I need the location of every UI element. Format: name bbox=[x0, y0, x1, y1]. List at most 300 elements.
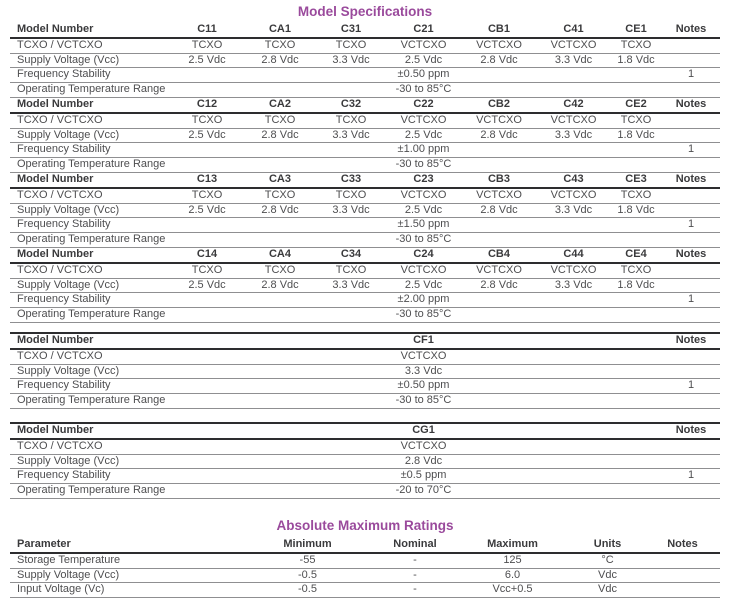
table-cell: 3.3 Vdc bbox=[316, 128, 386, 143]
table-cell: 3.3 Vdc bbox=[537, 128, 610, 143]
table-cell bbox=[662, 128, 720, 143]
table-cell: VCTCXO bbox=[461, 113, 537, 128]
table-cell bbox=[537, 379, 610, 394]
table-cell bbox=[170, 439, 244, 454]
table-cell: 1.8 Vdc bbox=[610, 53, 662, 68]
column-header: Notes bbox=[662, 97, 720, 112]
column-header: CB1 bbox=[461, 23, 537, 38]
table-cell: Supply Voltage (Vcc) bbox=[10, 203, 170, 218]
table-cell bbox=[244, 83, 316, 98]
table-row bbox=[10, 439, 720, 454]
table-cell bbox=[316, 68, 386, 83]
table-cell bbox=[610, 394, 662, 409]
table-cell bbox=[537, 364, 610, 379]
table-cell: TCXO bbox=[316, 188, 386, 203]
table-header-row bbox=[10, 247, 720, 262]
column-header: CE1 bbox=[610, 23, 662, 38]
table-cell: VCTCXO bbox=[537, 113, 610, 128]
table-cell bbox=[170, 394, 244, 409]
table-cell: VCTCXO bbox=[537, 263, 610, 278]
table-cell: 2.5 Vdc bbox=[170, 53, 244, 68]
table-cell bbox=[645, 583, 720, 598]
table-cell: Frequency Stability bbox=[10, 218, 170, 233]
table-header-row bbox=[10, 97, 720, 112]
table-row bbox=[10, 553, 720, 568]
table-cell bbox=[610, 143, 662, 158]
table-cell: Operating Temperature Range bbox=[10, 394, 170, 409]
table-cell bbox=[537, 293, 610, 308]
table-cell: Vcc+0.5 bbox=[455, 583, 570, 598]
column-header: C14 bbox=[170, 247, 244, 262]
table-cell: - bbox=[375, 568, 455, 583]
table-cell bbox=[170, 83, 244, 98]
table-cell bbox=[610, 349, 662, 364]
table-cell bbox=[610, 308, 662, 323]
column-header: Model Number bbox=[10, 23, 170, 38]
table-cell: 1 bbox=[662, 379, 720, 394]
column-header: C23 bbox=[386, 172, 461, 187]
column-header: C31 bbox=[316, 23, 386, 38]
table-cell bbox=[461, 68, 537, 83]
table-cell bbox=[316, 308, 386, 323]
table-cell: 2.8 Vdc bbox=[461, 278, 537, 293]
table-cell bbox=[662, 349, 720, 364]
column-header bbox=[170, 423, 244, 439]
table-cell: 3.3 Vdc bbox=[537, 203, 610, 218]
table-header-row bbox=[10, 172, 720, 187]
table-cell bbox=[170, 143, 244, 158]
column-header: Notes bbox=[662, 423, 720, 439]
column-header: Units bbox=[570, 538, 645, 553]
column-header bbox=[461, 333, 537, 349]
table-cell: ±1.50 ppm bbox=[386, 218, 461, 233]
table-cell: 3.3 Vdc bbox=[537, 278, 610, 293]
table-row bbox=[10, 38, 720, 53]
table-row bbox=[10, 218, 720, 233]
table-cell bbox=[170, 469, 244, 484]
table-cell: 2.5 Vdc bbox=[386, 203, 461, 218]
column-header: Maximum bbox=[455, 538, 570, 553]
column-header: C21 bbox=[386, 23, 461, 38]
table-cell: ±2.00 ppm bbox=[386, 293, 461, 308]
column-header: C24 bbox=[386, 247, 461, 262]
table-cell bbox=[461, 394, 537, 409]
table-cell bbox=[244, 158, 316, 173]
table-cell: TCXO bbox=[610, 38, 662, 53]
table-cell bbox=[170, 308, 244, 323]
table-row bbox=[10, 233, 720, 248]
table-cell: 3.3 Vdc bbox=[386, 364, 461, 379]
table-row bbox=[10, 568, 720, 583]
table-cell: -30 to 85°C bbox=[386, 233, 461, 248]
table-cell: 2.8 Vdc bbox=[461, 53, 537, 68]
table-cell bbox=[244, 454, 316, 469]
table-row bbox=[10, 379, 720, 394]
column-header: CA4 bbox=[244, 247, 316, 262]
table-cell: ±0.50 ppm bbox=[386, 379, 461, 394]
table-cell: VCTCXO bbox=[386, 349, 461, 364]
table-cell bbox=[461, 454, 537, 469]
table-row bbox=[10, 364, 720, 379]
column-header: Notes bbox=[645, 538, 720, 553]
table-cell bbox=[316, 394, 386, 409]
table-cell bbox=[662, 263, 720, 278]
table-cell bbox=[244, 364, 316, 379]
column-header bbox=[537, 423, 610, 439]
column-header: Minimum bbox=[240, 538, 375, 553]
table-cell bbox=[662, 83, 720, 98]
table-cell bbox=[610, 379, 662, 394]
table-cell bbox=[316, 293, 386, 308]
table-row bbox=[10, 469, 720, 484]
table-cell: TCXO bbox=[244, 38, 316, 53]
table-cell bbox=[316, 469, 386, 484]
column-header: CB3 bbox=[461, 172, 537, 187]
table-cell bbox=[461, 158, 537, 173]
table-cell bbox=[244, 439, 316, 454]
table-cell bbox=[244, 68, 316, 83]
table-cell: 1.8 Vdc bbox=[610, 203, 662, 218]
table-cell bbox=[610, 469, 662, 484]
table-row bbox=[10, 278, 720, 293]
table-row bbox=[10, 484, 720, 499]
column-header: CA1 bbox=[244, 23, 316, 38]
table-cell: 3.3 Vdc bbox=[537, 53, 610, 68]
model-specifications-title: Model Specifications bbox=[297, 4, 433, 19]
table-cell: Frequency Stability bbox=[10, 379, 170, 394]
table-cell bbox=[170, 454, 244, 469]
table-cell bbox=[537, 469, 610, 484]
table-cell bbox=[461, 484, 537, 499]
table-cell bbox=[662, 278, 720, 293]
table-cell bbox=[170, 364, 244, 379]
table-row bbox=[10, 203, 720, 218]
table-cell bbox=[662, 484, 720, 499]
table-cell bbox=[662, 113, 720, 128]
table-cell bbox=[461, 469, 537, 484]
column-header: C42 bbox=[537, 97, 610, 112]
table-cell bbox=[537, 158, 610, 173]
table-cell bbox=[244, 218, 316, 233]
table-row bbox=[10, 293, 720, 308]
column-header: Model Number bbox=[10, 247, 170, 262]
table-cell bbox=[537, 439, 610, 454]
table-cell: 1 bbox=[662, 469, 720, 484]
table-cell: VCTCXO bbox=[386, 188, 461, 203]
table-cell bbox=[170, 158, 244, 173]
table-cell bbox=[244, 379, 316, 394]
table-cell: Frequency Stability bbox=[10, 143, 170, 158]
table-cell: 2.5 Vdc bbox=[170, 203, 244, 218]
column-header: CE3 bbox=[610, 172, 662, 187]
table-cell: Operating Temperature Range bbox=[10, 233, 170, 248]
table-cell bbox=[610, 83, 662, 98]
column-header bbox=[170, 333, 244, 349]
table-cell: 2.8 Vdc bbox=[461, 203, 537, 218]
table-row bbox=[10, 53, 720, 68]
table-cell: °C bbox=[570, 553, 645, 568]
column-header: C13 bbox=[170, 172, 244, 187]
table-cell: Input Voltage (Vc) bbox=[10, 583, 240, 598]
table-cell bbox=[645, 553, 720, 568]
table-cell: Operating Temperature Range bbox=[10, 83, 170, 98]
table-cell bbox=[170, 218, 244, 233]
table-cell bbox=[662, 188, 720, 203]
table-cell bbox=[244, 394, 316, 409]
table-row bbox=[10, 454, 720, 469]
column-header: C33 bbox=[316, 172, 386, 187]
column-header: Notes bbox=[662, 23, 720, 38]
table-cell: TCXO bbox=[316, 113, 386, 128]
table-cell: Operating Temperature Range bbox=[10, 308, 170, 323]
column-header: C34 bbox=[316, 247, 386, 262]
table-cell bbox=[537, 233, 610, 248]
table-cell: VCTCXO bbox=[461, 263, 537, 278]
table-cell: 1 bbox=[662, 143, 720, 158]
table-row bbox=[10, 308, 720, 323]
table-cell: 2.8 Vdc bbox=[244, 128, 316, 143]
table-cell bbox=[537, 349, 610, 364]
table-header-row bbox=[10, 23, 720, 38]
table-cell bbox=[461, 379, 537, 394]
table-row bbox=[10, 188, 720, 203]
table-header-row bbox=[10, 538, 720, 553]
table-cell bbox=[610, 439, 662, 454]
column-header: CF1 bbox=[386, 333, 461, 349]
column-header bbox=[537, 333, 610, 349]
table-cell bbox=[316, 83, 386, 98]
table-cell: Frequency Stability bbox=[10, 469, 170, 484]
table-cell: TCXO / VCTCXO bbox=[10, 38, 170, 53]
table-header-row bbox=[10, 333, 720, 349]
table-cell: Vdc bbox=[570, 568, 645, 583]
table-cell: -30 to 85°C bbox=[386, 83, 461, 98]
table-cell bbox=[662, 203, 720, 218]
table-row bbox=[10, 394, 720, 409]
table-cell bbox=[244, 349, 316, 364]
table-cell: TCXO / VCTCXO bbox=[10, 439, 170, 454]
column-header: Model Number bbox=[10, 333, 170, 349]
column-header: Notes bbox=[662, 172, 720, 187]
table-cell: 1 bbox=[662, 68, 720, 83]
table-cell: 3.3 Vdc bbox=[316, 53, 386, 68]
table-cell: Operating Temperature Range bbox=[10, 158, 170, 173]
table-cell: VCTCXO bbox=[461, 38, 537, 53]
column-header: C32 bbox=[316, 97, 386, 112]
table-cell: 2.8 Vdc bbox=[244, 278, 316, 293]
table-cell bbox=[537, 454, 610, 469]
table-cell: - bbox=[375, 553, 455, 568]
table-cell: 1 bbox=[662, 218, 720, 233]
table-cell bbox=[537, 308, 610, 323]
table-header-row bbox=[10, 423, 720, 439]
table-cell bbox=[244, 308, 316, 323]
table-cell bbox=[662, 308, 720, 323]
model-specifications-table bbox=[10, 23, 720, 323]
table-cell bbox=[461, 218, 537, 233]
table-cell bbox=[662, 158, 720, 173]
table-cell: 2.8 Vdc bbox=[386, 454, 461, 469]
table-cell: ±0.5 ppm bbox=[386, 469, 461, 484]
table-cell: 2.5 Vdc bbox=[386, 53, 461, 68]
table-cell bbox=[610, 454, 662, 469]
table-cell bbox=[170, 484, 244, 499]
table-cell: 2.5 Vdc bbox=[386, 278, 461, 293]
column-header: C22 bbox=[386, 97, 461, 112]
table-cell: -30 to 85°C bbox=[386, 158, 461, 173]
table-cell bbox=[316, 233, 386, 248]
table-cell bbox=[461, 293, 537, 308]
table-cell: VCTCXO bbox=[386, 263, 461, 278]
table-cell: Frequency Stability bbox=[10, 68, 170, 83]
table-row bbox=[10, 349, 720, 364]
table-cell: 2.5 Vdc bbox=[170, 278, 244, 293]
table-cell bbox=[316, 454, 386, 469]
table-cell: Supply Voltage (Vcc) bbox=[10, 128, 170, 143]
table-cell bbox=[610, 484, 662, 499]
table-cell: -30 to 85°C bbox=[386, 308, 461, 323]
table-cell: TCXO bbox=[244, 188, 316, 203]
table-cell bbox=[537, 218, 610, 233]
table-cell bbox=[461, 364, 537, 379]
table-cell bbox=[662, 364, 720, 379]
table-cell bbox=[610, 158, 662, 173]
table-cell bbox=[316, 218, 386, 233]
table-cell bbox=[244, 143, 316, 158]
table-cell: TCXO / VCTCXO bbox=[10, 263, 170, 278]
table-cell: 1 bbox=[662, 293, 720, 308]
table-cell bbox=[610, 364, 662, 379]
column-header: Notes bbox=[662, 247, 720, 262]
table-cell: 125 bbox=[455, 553, 570, 568]
table-cell bbox=[662, 53, 720, 68]
table-cell: -0.5 bbox=[240, 583, 375, 598]
table-cell bbox=[170, 68, 244, 83]
model-cf1-table bbox=[10, 332, 720, 409]
table-cell: Supply Voltage (Vcc) bbox=[10, 454, 170, 469]
table-cell: VCTCXO bbox=[386, 439, 461, 454]
table-cell: 1.8 Vdc bbox=[610, 278, 662, 293]
column-header: C12 bbox=[170, 97, 244, 112]
table-cell bbox=[461, 233, 537, 248]
table-cell bbox=[461, 143, 537, 158]
table-cell: -55 bbox=[240, 553, 375, 568]
table-cell: TCXO bbox=[610, 263, 662, 278]
table-cell: Supply Voltage (Vcc) bbox=[10, 278, 170, 293]
table-cell: TCXO bbox=[170, 263, 244, 278]
table-row bbox=[10, 113, 720, 128]
table-cell bbox=[537, 484, 610, 499]
column-header: CE2 bbox=[610, 97, 662, 112]
table-cell: -20 to 70°C bbox=[386, 484, 461, 499]
table-cell bbox=[610, 293, 662, 308]
table-row bbox=[10, 143, 720, 158]
table-cell bbox=[610, 233, 662, 248]
column-header: CA2 bbox=[244, 97, 316, 112]
table-cell bbox=[316, 143, 386, 158]
table-cell: VCTCXO bbox=[537, 38, 610, 53]
table-cell: TCXO bbox=[170, 38, 244, 53]
table-cell: TCXO / VCTCXO bbox=[10, 188, 170, 203]
table-cell bbox=[316, 439, 386, 454]
absolute-maximum-ratings-table bbox=[10, 538, 720, 598]
table-cell: TCXO bbox=[170, 113, 244, 128]
table-cell: -30 to 85°C bbox=[386, 394, 461, 409]
table-cell: Operating Temperature Range bbox=[10, 484, 170, 499]
table-cell: TCXO bbox=[170, 188, 244, 203]
table-cell bbox=[316, 364, 386, 379]
table-cell: 2.8 Vdc bbox=[461, 128, 537, 143]
table-cell: ±1.00 ppm bbox=[386, 143, 461, 158]
table-cell bbox=[170, 379, 244, 394]
table-cell bbox=[316, 158, 386, 173]
column-header: C44 bbox=[537, 247, 610, 262]
column-header bbox=[610, 333, 662, 349]
table-cell bbox=[461, 439, 537, 454]
table-cell: TCXO bbox=[316, 263, 386, 278]
absolute-maximum-ratings-title: Absolute Maximum Ratings bbox=[276, 517, 454, 533]
table-cell: 2.8 Vdc bbox=[244, 203, 316, 218]
table-cell bbox=[170, 233, 244, 248]
table-row bbox=[10, 158, 720, 173]
table-cell: VCTCXO bbox=[386, 113, 461, 128]
table-cell: TCXO bbox=[244, 113, 316, 128]
table-cell: ±0.50 ppm bbox=[386, 68, 461, 83]
table-cell: 1.8 Vdc bbox=[610, 128, 662, 143]
column-header: CA3 bbox=[244, 172, 316, 187]
table-cell: 3.3 Vdc bbox=[316, 278, 386, 293]
table-cell bbox=[461, 308, 537, 323]
table-cell: VCTCXO bbox=[537, 188, 610, 203]
table-cell bbox=[610, 218, 662, 233]
table-cell bbox=[645, 568, 720, 583]
table-cell: Frequency Stability bbox=[10, 293, 170, 308]
table-row bbox=[10, 83, 720, 98]
column-header: CE4 bbox=[610, 247, 662, 262]
table-cell: 2.8 Vdc bbox=[244, 53, 316, 68]
table-cell bbox=[610, 68, 662, 83]
table-cell: 2.5 Vdc bbox=[386, 128, 461, 143]
table-cell bbox=[662, 454, 720, 469]
column-header: CG1 bbox=[386, 423, 461, 439]
table-cell bbox=[662, 38, 720, 53]
table-cell: 6.0 bbox=[455, 568, 570, 583]
column-header: CB4 bbox=[461, 247, 537, 262]
table-row bbox=[10, 583, 720, 598]
table-cell: TCXO bbox=[244, 263, 316, 278]
table-row bbox=[10, 128, 720, 143]
table-cell bbox=[662, 233, 720, 248]
table-cell: - bbox=[375, 583, 455, 598]
table-cell bbox=[170, 349, 244, 364]
table-cell: 2.5 Vdc bbox=[170, 128, 244, 143]
column-header bbox=[244, 333, 316, 349]
table-cell: TCXO bbox=[316, 38, 386, 53]
column-header bbox=[610, 423, 662, 439]
table-cell: Supply Voltage (Vcc) bbox=[10, 568, 240, 583]
table-cell: TCXO bbox=[610, 113, 662, 128]
column-header bbox=[461, 423, 537, 439]
table-cell bbox=[244, 484, 316, 499]
column-header: CB2 bbox=[461, 97, 537, 112]
table-cell bbox=[170, 293, 244, 308]
table-cell: Supply Voltage (Vcc) bbox=[10, 364, 170, 379]
table-cell: VCTCXO bbox=[386, 38, 461, 53]
column-header: C41 bbox=[537, 23, 610, 38]
model-cg1-table bbox=[10, 422, 720, 499]
column-header: C11 bbox=[170, 23, 244, 38]
table-cell bbox=[316, 349, 386, 364]
